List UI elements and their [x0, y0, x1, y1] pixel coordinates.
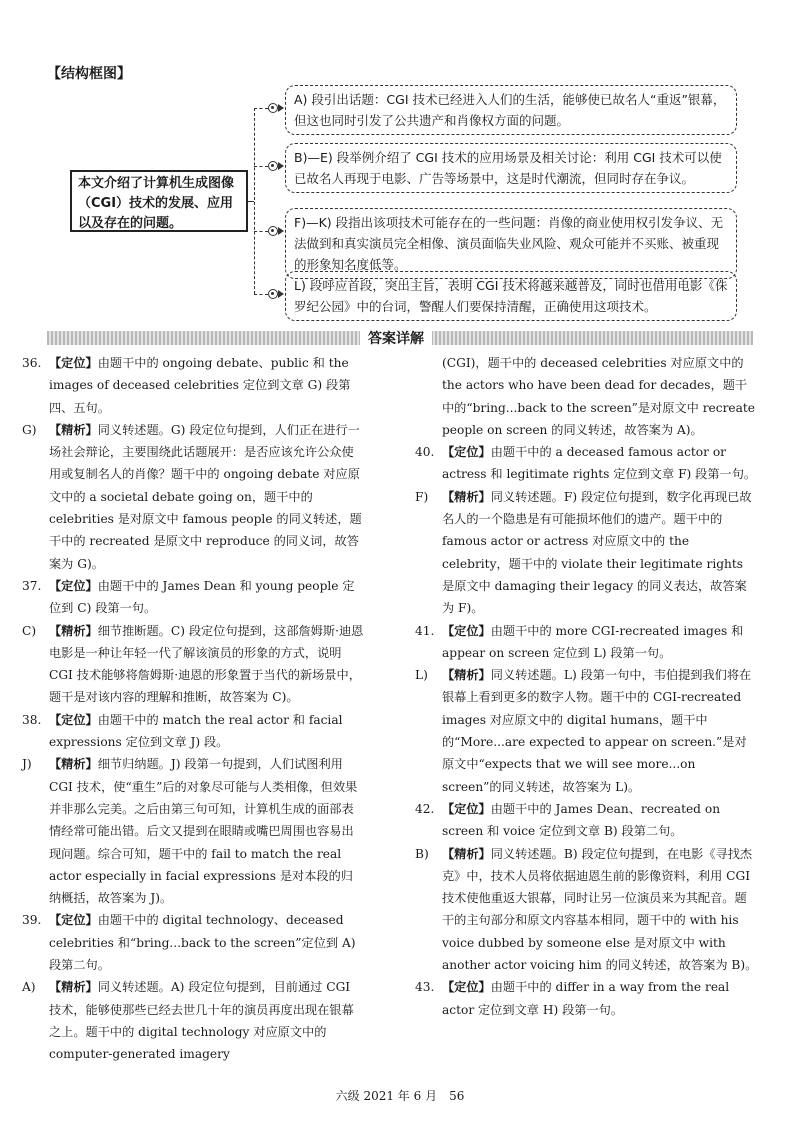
answer-item: 39. 【定位】由题干中的 digital technology、deceased celebrities 和“bring...back to the screen”定位到 A) 段第二句。	[22, 913, 356, 973]
branch-node-icon	[268, 289, 278, 299]
branch-box-l: L) 段呼应首段，突出主旨，表明 CGI 技术将越来越普及，同时也借用电影《侏罗纪公园》中的台词，警醒人们要保持清醒，正确使用这项技术。	[285, 271, 737, 321]
answer-item: 36. 【定位】由题干中的 ongoing debate、public 和 the images of deceased celebrities 定位到文章 G) 段第四、五句。	[22, 356, 351, 415]
answer-item: A) 【精析】同义转述题。A) 段定位句提到，目前通过 CGI 技术，能够使那些已经去世几十年的演员再度出现在银幕之上。题干中的 digital technology 对应原文中的 computer-generated imagery	[22, 980, 354, 1062]
answer-item: 37. 【定位】由题干中的 James Dean 和 young people 定位到 C) 段第一句。	[22, 578, 355, 616]
structure-title: 【结构框图】	[47, 66, 131, 82]
branch-node-icon	[268, 103, 278, 113]
answer-item: 43. 【定位】由题干中的 differ in a way from the real actor 定位到文章 H) 段第一句。	[415, 980, 730, 1017]
answer-item: 41. 【定位】由题干中的 more CGI-recreated images 和 appear on screen 定位到 L) 段第一句。	[415, 623, 744, 660]
answer-item: 40. 【定位】由题干中的 a deceased famous actor or actress 和 legitimate rights 定位到文章 F) 段第一句。	[415, 445, 757, 482]
answer-item: B) 【精析】同义转述题。B) 段定位句提到，在电影《寻找杰克》中，技术人员将依据迪恩生前的影像资料，利用 CGI 技术使他重返大银幕，同时让另一位演员来为其配音。题干的主句部分和原文内容基本相同，题干中的 with his voice dubbed by someone else 是对原文中 with another actor voicing him 的同义转述，故答案为 B)。	[415, 846, 758, 973]
answer-item: C) 【精析】细节推断题。C) 段定位句提到，这部詹姆斯·迪恩电影是一种让年轻一代了解该演员的形象的方式，说明 CGI 技术能够将詹姆斯·迪恩的形象置于当代的新场景中，题干是对该内容的理解和推断，故答案为 C)。	[22, 623, 364, 705]
branch-box-b-e: B)—E) 段举例介绍了 CGI 技术的应用场景及相关讨论：利用 CGI 技术可以使已故名人再现于电影、广告等场景中，这是时代潮流，但同时存在争议。	[285, 143, 737, 193]
central-summary: 本文介绍了计算机生成图像（CGI）技术的发展、应用以及存在的问题。	[70, 170, 248, 232]
answer-item: (CGI)，题干中的 deceased celebrities 对应原文中的 the actors who have been dead for decades，题干中的“bring...back to the screen”是对原文中 recreate people on screen 的同义转述，故答案为 A)。	[442, 356, 756, 437]
arrow-icon	[278, 290, 284, 298]
connector	[254, 108, 255, 294]
answer-item: L) 【精析】同义转述题。L) 段第一句中，韦伯提到我们将在银幕上看到更多的数字人物。题干中的 CGI-recreated images 对应原文中的 digital humans，题干中的“More...are expected to appear on screen.”是对原文中“expects that we will see more...on screen”的同义转述，故答案为 L)。	[415, 668, 752, 794]
arrow-icon	[278, 104, 284, 112]
answer-column-right	[415, 352, 758, 1021]
branch-node-icon	[268, 161, 278, 171]
answer-item: F) 【精析】同义转述题。F) 段定位句提到，数字化再现已故名人的一个隐患是有可能损坏他们的遗产。题干中的 famous actor or actress 对应原文中的 the celebrity，题干中的 violate their legitimate rights 是原文中 damaging their legacy 的同义表达，故答案为 F)。	[415, 489, 752, 616]
answer-item: 38. 【定位】由题干中的 match the real actor 和 facial expressions 定位到文章 J) 段。	[22, 712, 343, 750]
answer-item: 42. 【定位】由题干中的 James Dean、recreated on screen 和 voice 定位到文章 B) 段第二句。	[415, 801, 721, 839]
branch-box-a: A) 段引出话题：CGI 技术已经进入人们的生活，能够使已故名人“重返”银幕，但这也同时引发了公共遗产和肖像权方面的问题。	[285, 85, 737, 135]
connector	[254, 166, 268, 167]
arrow-icon	[278, 162, 284, 170]
connector	[254, 108, 268, 109]
connector	[254, 231, 268, 232]
answer-item: G) 【精析】同义转述题。G) 段定位句提到，人们正在进行一场社会辩论，主要围绕此话题展开：是否应该允许公众使用或复制名人的肖像？题干中的 ongoing debate 对应原文中的 a societal debate going on，题干中的 celebrities 是对原文中 famous people 的同义转述，题干中的 recreated 是原文中 reproduce 的同义词，故答案为 G)。	[22, 422, 362, 571]
branch-node-icon	[268, 226, 278, 236]
arrow-icon	[278, 227, 284, 235]
answer-item: J) 【精析】细节归纳题。J) 段第一句提到，人们试图利用 CGI 技术，使“重生”后的对象尽可能与人类相像，但效果并非那么完美。之后由第三句可知，计算机生成的面部表情经常可能出错。后文又提到在眼睛或嘴巴周围也容易出现问题。综合可知，题干中的 fail to match the real actor especially in facial expressions 是对本段的归纳概括，故答案为 J)。	[22, 757, 358, 906]
connector	[254, 294, 268, 295]
answer-column-left	[22, 352, 365, 1066]
section-title: 答案详解	[360, 328, 432, 348]
branch-box-f-k: F)—K) 段指出该项技术可能存在的一些问题：肖像的商业使用权引发争议、无法做到和真实演员完全相像、演员面临失业风险、观众可能并不买账、被重现的形象知名度低等。	[285, 208, 737, 279]
page-footer: 六级 2021 年 6 月 56	[335, 1089, 465, 1103]
